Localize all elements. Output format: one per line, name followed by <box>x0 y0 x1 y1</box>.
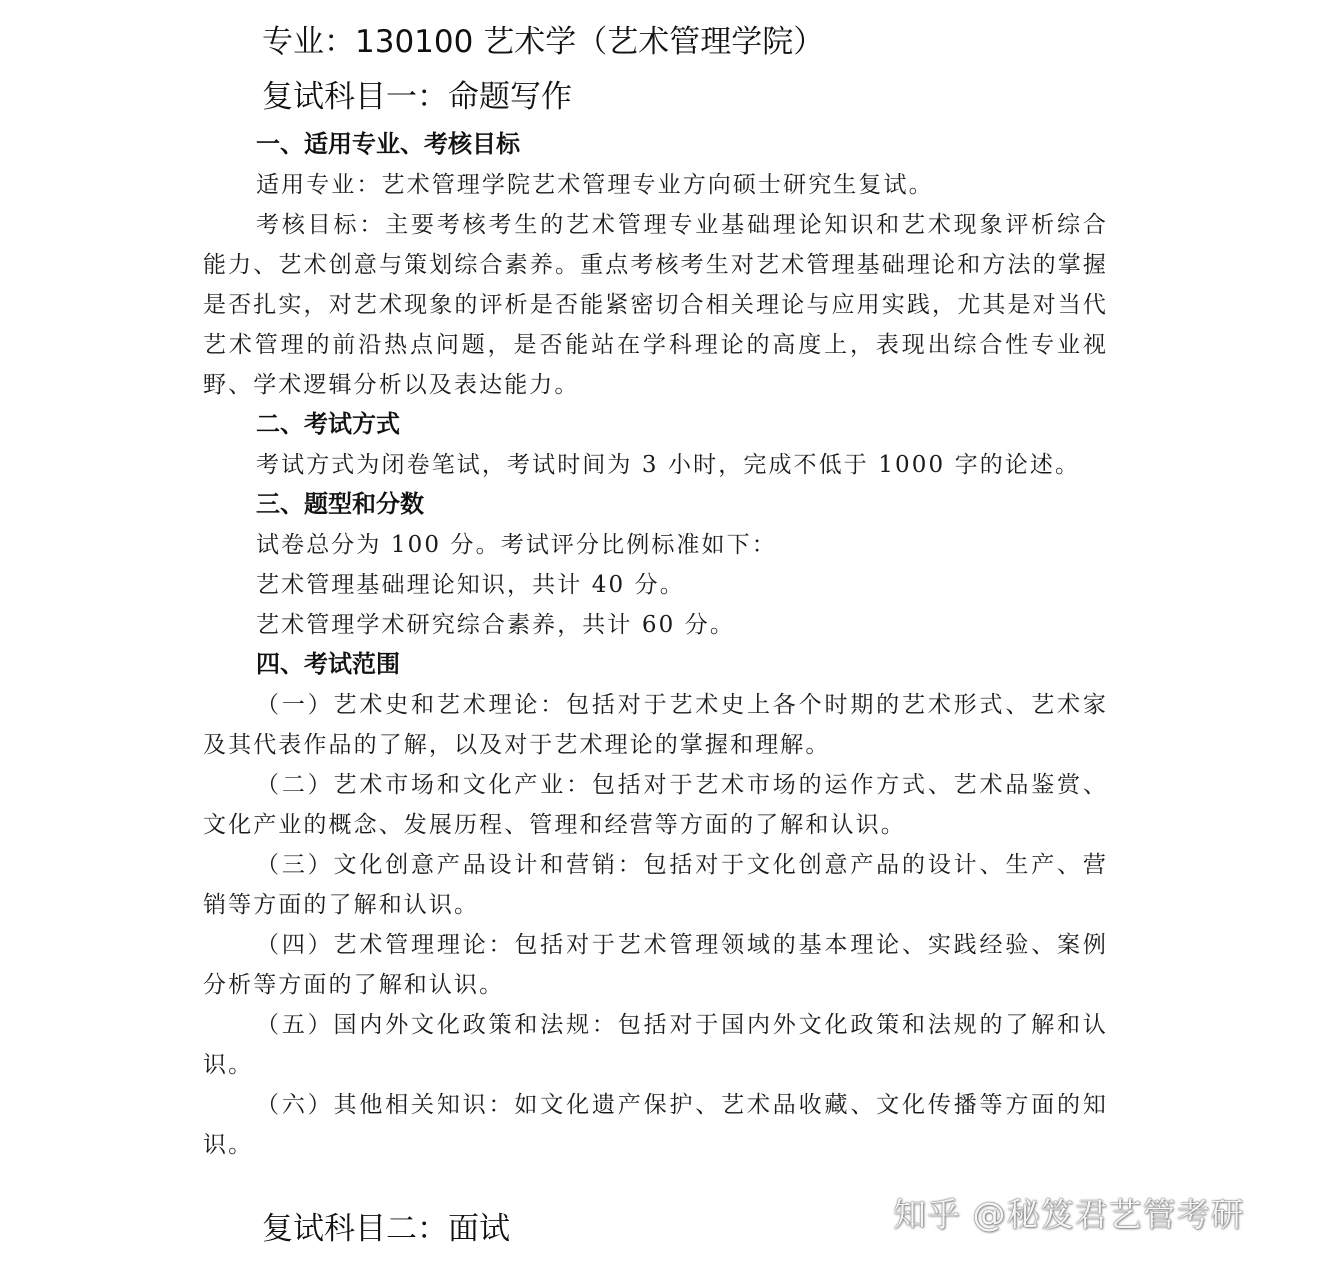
paragraph-applicable-major: 适用专业：艺术管理学院艺术管理专业方向硕士研究生复试。 <box>256 172 934 198</box>
scope-item-art-history: （一）艺术史和艺术理论：包括对于艺术史上各个时期的艺术形式、艺术家及其代表作品的了解，以及对于艺术理论的掌握和理解。 <box>203 692 1108 758</box>
zhihu-watermark: 知乎 @秘笈君艺管考研 <box>893 1195 1245 1234</box>
line-basic-theory-score: 艺术管理基础理论知识，共计 40 分。 <box>256 572 685 598</box>
section-heading-question-types: 三、题型和分数 <box>256 490 424 518</box>
scope-item-cultural-policy: （五）国内外文化政策和法规：包括对于国内外文化政策和法规的了解和认识。 <box>203 1012 1108 1078</box>
subject-two-title: 复试科目二：面试 <box>262 1211 510 1247</box>
paragraph-exam-method: 考试方式为闭卷笔试，考试时间为 3 小时，完成不低于 1000 字的论述。 <box>256 452 1081 478</box>
scope-item-creative-products: （三）文化创意产品设计和营销：包括对于文化创意产品的设计、生产、营销等方面的了解和认识。 <box>203 852 1108 918</box>
line-research-score: 艺术管理学术研究综合素养，共计 60 分。 <box>256 612 735 638</box>
subject-one-title: 复试科目一：命题写作 <box>262 79 572 115</box>
scope-item-other-knowledge: （六）其他相关知识：如文化遗产保护、艺术品收藏、文化传播等方面的知识。 <box>203 1092 1108 1158</box>
line-total-score: 试卷总分为 100 分。考试评分比例标准如下： <box>256 532 777 558</box>
paragraph-assessment-goal: 考核目标：主要考核考生的艺术管理专业基础理论知识和艺术现象评析综合能力、艺术创意与策划综合素养。重点考核考生对艺术管理基础理论和方法的掌握是否扎实，对艺术现象的评析是否能紧密切合相关理论与应用实践，尤其是对当代艺术管理的前沿热点问题，是否能站在学科理论的高度上，表现出综合性专业视野、学术逻辑分析以及表达能力。 <box>203 212 1108 398</box>
section-heading-exam-scope: 四、考试范围 <box>256 650 400 678</box>
scope-item-art-market: （二）艺术市场和文化产业：包括对于艺术市场的运作方式、艺术品鉴赏、文化产业的概念、发展历程、管理和经营等方面的了解和认识。 <box>203 772 1108 838</box>
scope-item-management-theory: （四）艺术管理理论：包括对于艺术管理领域的基本理论、实践经验、案例分析等方面的了解和认识。 <box>203 932 1108 998</box>
major-title: 专业：130100 艺术学（艺术管理学院） <box>262 24 825 60</box>
section-heading-scope: 一、适用专业、考核目标 <box>256 130 520 158</box>
section-heading-exam-method: 二、考试方式 <box>256 410 400 438</box>
